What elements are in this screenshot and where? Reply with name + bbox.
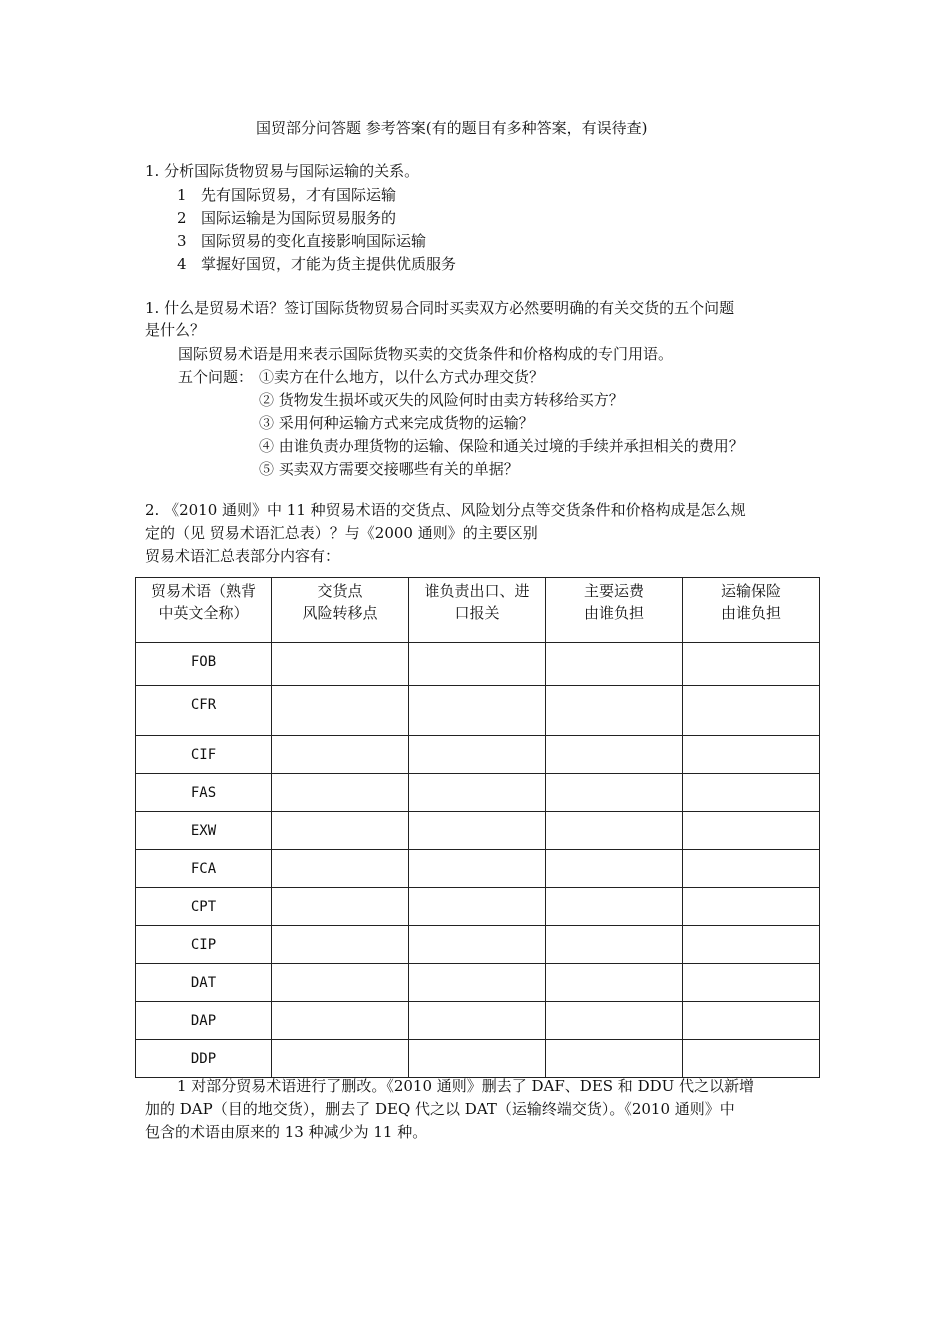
column-header: 主要运费 由谁负担: [546, 578, 683, 643]
term-cell: DDP: [136, 1040, 272, 1078]
table-header-row: [136, 578, 820, 643]
list-item: [177, 253, 456, 275]
term-cell: CPT: [136, 888, 272, 926]
term-cell: EXW: [136, 812, 272, 850]
term-cell: CFR: [136, 686, 272, 736]
table-row: [136, 850, 820, 888]
question-2-heading: 1. 什么是贸易术语？签订国际货物贸易合同时买卖双方必然要明确的有关交货的五个问题: [145, 299, 735, 317]
list-item-text: 国际贸易的变化直接影响国际运输: [201, 232, 427, 250]
problem-item: ③ 采用何种运输方式来完成货物的运输？: [259, 414, 534, 432]
table-row: [136, 1040, 820, 1078]
list-item-text: 国际运输是为国际贸易服务的: [201, 209, 397, 227]
problem-item: ①卖方在什么地方，以什么方式办理交货？: [259, 368, 545, 386]
list-item-number: 2: [177, 209, 187, 227]
column-header: 谁负责出口、进 口报关: [409, 578, 546, 643]
table-row: [136, 888, 820, 926]
list-item: [177, 230, 426, 252]
five-problems-label: 五个问题：: [178, 368, 254, 386]
term-cell: DAT: [136, 964, 272, 1002]
column-header: 交货点 风险转移点: [272, 578, 409, 643]
term-cell: CIF: [136, 736, 272, 774]
list-item-text: 掌握好国贸，才能为货主提供优质服务: [201, 255, 457, 273]
list-item-text: 先有国际贸易，才有国际运输: [201, 186, 397, 204]
question-3-heading-cont: 定的（见 贸易术语汇总表）？与《2000 通则》的主要区别: [145, 524, 538, 542]
term-cell: FCA: [136, 850, 272, 888]
list-item: [177, 184, 396, 206]
table-row: [136, 643, 820, 686]
term-cell: CIP: [136, 926, 272, 964]
question-1-heading: 1. 分析国际货物贸易与国际运输的关系。: [145, 162, 420, 180]
problem-item: ⑤ 买卖双方需要交接哪些有关的单据？: [259, 460, 519, 478]
term-cell: FOB: [136, 643, 272, 686]
question-3-heading: 2. 《2010 通则》中 11 种贸易术语的交货点、风险划分点等交货条件和价格构成是怎么规: [145, 501, 746, 519]
table-row: [136, 774, 820, 812]
column-header: 贸易术语（熟背 中英文全称）: [136, 578, 272, 643]
definition-text: 国际贸易术语是用来表示国际货物买卖的交货条件和价格构成的专门用语。: [178, 345, 674, 363]
term-cell: FAS: [136, 774, 272, 812]
list-item-number: 4: [177, 255, 187, 273]
note-line: 包含的术语由原来的 13 种减少为 11 种。: [145, 1123, 428, 1141]
table-row: [136, 812, 820, 850]
table-row: [136, 964, 820, 1002]
table-intro: 贸易术语汇总表部分内容有：: [145, 547, 341, 565]
column-header: 运输保险 由谁负担: [683, 578, 820, 643]
problem-item: ④ 由谁负责办理货物的运输、保险和通关过境的手续并承担相关的费用？: [259, 437, 744, 455]
note-line: 加的 DAP（目的地交货），删去了 DEQ 代之以 DAT（运输终端交货）。《2010 通则》中: [145, 1100, 735, 1118]
page-title: 国贸部分问答题 参考答案(有的题目有多种答案，有误待查): [256, 119, 648, 137]
table-row: [136, 1002, 820, 1040]
table-row: [136, 926, 820, 964]
list-item: [177, 207, 396, 229]
question-2-heading-cont: 是什么？: [145, 321, 206, 339]
note-line: 1 对部分贸易术语进行了删改。《2010 通则》删去了 DAF、DES 和 DDU 代之以新增: [177, 1077, 755, 1095]
trade-terms-table: [135, 577, 820, 1078]
list-item-number: 1: [177, 186, 187, 204]
table-row: [136, 686, 820, 736]
list-item-number: 3: [177, 232, 187, 250]
term-cell: DAP: [136, 1002, 272, 1040]
table-row: [136, 736, 820, 774]
problem-item: ② 货物发生损坏或灭失的风险何时由卖方转移给买方？: [259, 391, 624, 409]
